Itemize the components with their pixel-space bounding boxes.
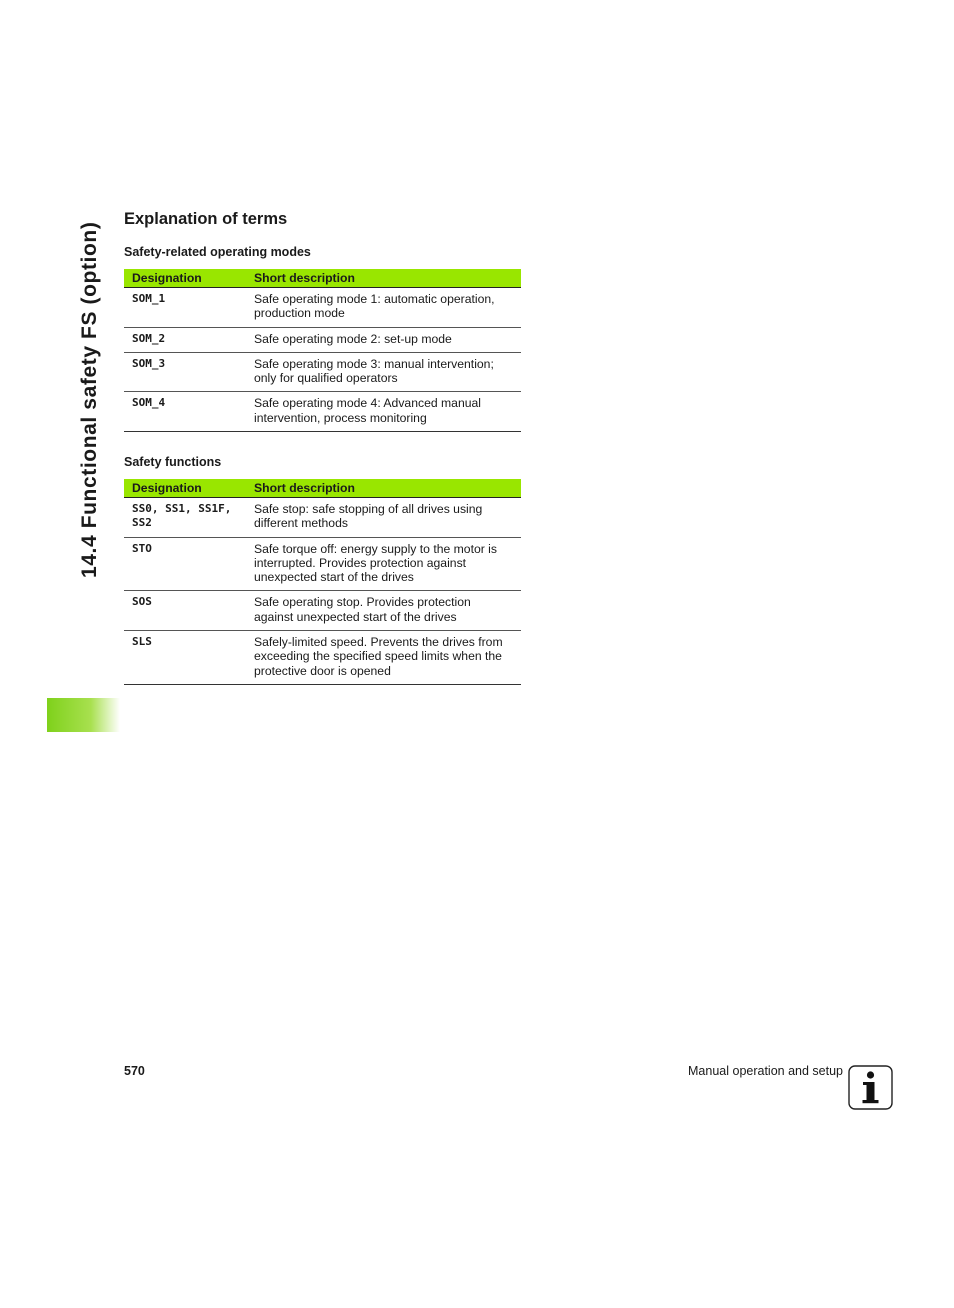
info-icon <box>848 1065 893 1110</box>
table-row <box>124 327 521 352</box>
column-header-description: Short description <box>246 269 521 288</box>
table-row <box>124 631 521 685</box>
column-header-description: Short description <box>246 479 521 498</box>
safety-functions-table <box>124 479 521 685</box>
table-row <box>124 288 521 328</box>
designation-cell: SLS <box>124 631 246 685</box>
table-row <box>124 498 521 538</box>
designation-cell: STO <box>124 537 246 591</box>
description-cell: Safe stop: safe stopping of all drives using different methods <box>246 498 521 538</box>
description-cell: Safe operating mode 3: manual intervention; only for qualified operators <box>246 352 521 392</box>
section-title: Explanation of terms <box>124 210 288 228</box>
description-cell: Safe operating mode 2: set-up mode <box>246 327 521 352</box>
table-header-row <box>124 269 521 288</box>
description-cell: Safe operating mode 4: Advanced manual intervention, process monitoring <box>246 392 521 432</box>
table-row <box>124 537 521 591</box>
designation-cell: SOM_3 <box>124 352 246 392</box>
column-header-designation: Designation <box>124 479 246 498</box>
chapter-tab-marker <box>47 698 120 732</box>
safety-functions-title: Safety functions <box>124 455 222 469</box>
description-cell: Safe torque off: energy supply to the motor is interrupted. Provides protection against unexpected start of the drives <box>246 537 521 591</box>
footer-chapter-title: Manual operation and setup <box>688 1064 843 1078</box>
description-cell: Safe operating stop. Provides protection against unexpected start of the drives <box>246 591 521 631</box>
designation-cell: SOM_1 <box>124 288 246 328</box>
designation-cell: SS0, SS1, SS1F, SS2 <box>124 498 246 538</box>
description-cell: Safely-limited speed. Prevents the drives from exceeding the specified speed limits when the protective door is opened <box>246 631 521 685</box>
table-row <box>124 591 521 631</box>
page-number: 570 <box>124 1064 145 1078</box>
operating-modes-title: Safety-related operating modes <box>124 245 311 259</box>
operating-modes-table <box>124 269 521 432</box>
designation-cell: SOM_4 <box>124 392 246 432</box>
designation-cell: SOS <box>124 591 246 631</box>
table-row <box>124 352 521 392</box>
column-header-designation: Designation <box>124 269 246 288</box>
chapter-side-title: 14.4 Functional safety FS (option) <box>78 221 101 578</box>
designation-cell: SOM_2 <box>124 327 246 352</box>
table-row <box>124 392 521 432</box>
table-header-row <box>124 479 521 498</box>
description-cell: Safe operating mode 1: automatic operation, production mode <box>246 288 521 328</box>
